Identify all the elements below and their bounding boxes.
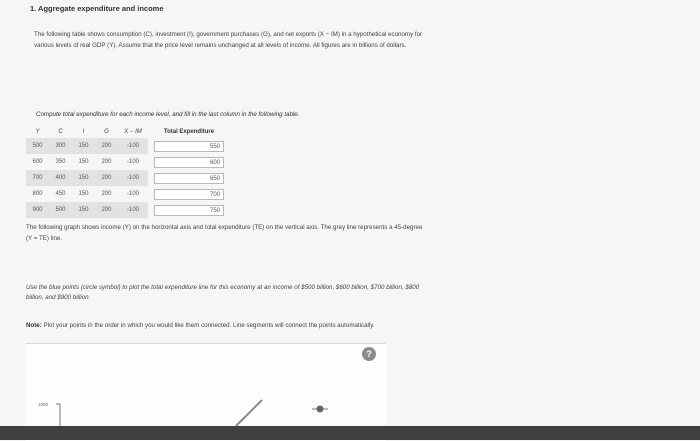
cell-y: 800 xyxy=(32,191,43,197)
cell-c: 500 xyxy=(49,202,72,218)
bottom-band xyxy=(0,426,700,440)
table-instruction: Compute total expenditure for each income level, and fill in the last column in the following table. xyxy=(36,111,300,118)
intro-line-1: The following table shows consumption (C), investment (I), government purchases (G), and net exports (X − IM) in a hypothetical economy for xyxy=(34,31,423,38)
y-axis-tick-top: 1000 xyxy=(38,402,49,407)
question-title: 1. Aggregate expenditure and income xyxy=(30,4,164,13)
grey-45-degree-line[interactable] xyxy=(236,400,262,426)
cell-i: 150 xyxy=(72,170,95,186)
cell-i: 150 xyxy=(78,191,89,197)
note-text: Plot your points in the order in which you would like them connected. Line segments will connect the points automatically. xyxy=(43,322,375,329)
header-g: G xyxy=(104,128,109,135)
cell-c: 300 xyxy=(49,138,72,154)
cell-nx: -100 xyxy=(118,138,148,154)
help-circle-icon[interactable]: ? xyxy=(362,347,376,361)
cell-c: 400 xyxy=(49,170,72,186)
header-net-exports: X − IM xyxy=(124,128,142,135)
total-expenditure-input[interactable]: 650 xyxy=(154,173,224,184)
graph-intro-line-2: (Y = TE) line. xyxy=(26,235,63,242)
cell-nx: -100 xyxy=(118,202,148,218)
circle-point-tool-icon[interactable] xyxy=(312,406,328,412)
intro-line-2: various levels of real GDP (Y). Assume that the price level remains unchanged at all levels of income. All figures are in billions of dollars. xyxy=(34,42,407,49)
cell-g: 200 xyxy=(95,170,118,186)
total-expenditure-input[interactable]: 750 xyxy=(154,205,224,216)
cell-g: 200 xyxy=(95,138,118,154)
header-y: Y xyxy=(35,128,40,135)
cell-i: 150 xyxy=(72,138,95,154)
cell-g: 200 xyxy=(101,159,112,165)
cell-g: 200 xyxy=(101,191,112,197)
total-expenditure-input[interactable]: 700 xyxy=(154,189,224,200)
header-c: C xyxy=(58,128,63,135)
total-expenditure-input[interactable]: 550 xyxy=(154,141,224,152)
cell-y: 600 xyxy=(32,159,43,165)
cell-i: 150 xyxy=(72,202,95,218)
cell-y: 700 xyxy=(26,170,49,186)
header-total-expenditure: Total Expenditure xyxy=(163,128,215,135)
cell-i: 150 xyxy=(78,159,89,165)
total-expenditure-input[interactable]: 600 xyxy=(154,157,224,168)
graph-intro-line-1: The following graph shows income (Y) on the horizontal axis and total expenditure (TE) on the vertical axis. The grey line represents a 45-degree xyxy=(26,224,423,231)
cell-y: 900 xyxy=(26,202,49,218)
cell-c: 350 xyxy=(55,159,66,165)
plot-instruction-line-2: billion, and $900 billion. xyxy=(26,294,91,301)
cell-g: 200 xyxy=(95,202,118,218)
cell-nx: -100 xyxy=(118,170,148,186)
plot-instruction-line-1: Use the blue points (circle symbol) to plot the total expenditure line for this economy at an income of $500 billion, $600 billion, $700 billion, $800 xyxy=(26,284,420,291)
cell-nx: -100 xyxy=(126,159,139,165)
note-label: Note: xyxy=(26,322,42,329)
cell-c: 450 xyxy=(55,191,66,197)
header-i: I xyxy=(82,128,85,135)
cell-nx: -100 xyxy=(126,191,139,197)
cell-y: 500 xyxy=(26,138,49,154)
